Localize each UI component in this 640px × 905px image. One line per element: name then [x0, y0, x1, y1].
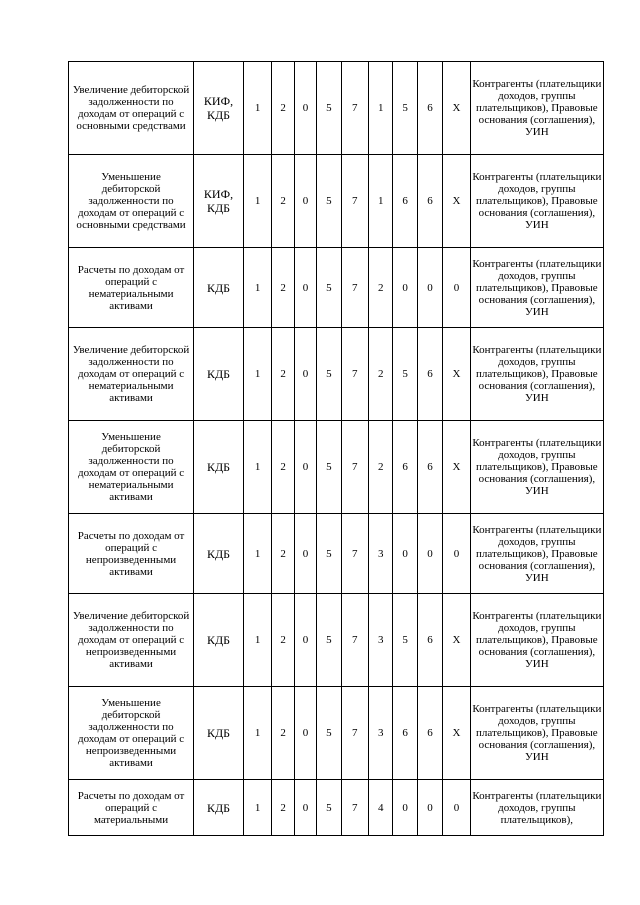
- account-digit: 5: [317, 594, 341, 687]
- account-digit: 1: [243, 594, 271, 687]
- account-digit: 1: [243, 248, 271, 328]
- account-digit: 5: [317, 62, 341, 155]
- account-digit: 2: [272, 328, 294, 421]
- account-digit: 0: [393, 514, 417, 594]
- account-digit: Х: [443, 421, 470, 514]
- analytics-cell: Контрагенты (плательщики доходов, группы плательщиков), Правовые основания (соглашения), УИН: [470, 594, 603, 687]
- account-digit: 7: [341, 62, 368, 155]
- account-digit: 3: [369, 514, 393, 594]
- account-digit: 5: [393, 62, 417, 155]
- account-digit: 7: [341, 328, 368, 421]
- account-name: Уменьшение дебиторской задолженности по доходам от операций с нематериальными активами: [69, 421, 194, 514]
- account-digit: 0: [393, 248, 417, 328]
- account-digit: 3: [369, 687, 393, 780]
- account-digit: 3: [369, 594, 393, 687]
- account-digit: 5: [317, 155, 341, 248]
- account-digit: 1: [243, 62, 271, 155]
- account-digit: Х: [443, 62, 470, 155]
- table-row: [69, 594, 604, 687]
- account-digit: 2: [272, 514, 294, 594]
- account-digit: 0: [417, 780, 442, 836]
- account-digit: 7: [341, 780, 368, 836]
- account-digit: 0: [294, 328, 316, 421]
- account-digit: 5: [393, 594, 417, 687]
- account-digit: 6: [417, 594, 442, 687]
- account-digit: 4: [369, 780, 393, 836]
- budget-code: КДБ: [194, 514, 244, 594]
- budget-code: КИФ, КДБ: [194, 62, 244, 155]
- account-name: Уменьшение дебиторской задолженности по доходам от операций с непроизведенными активами: [69, 687, 194, 780]
- account-digit: 0: [294, 155, 316, 248]
- account-digit: Х: [443, 328, 470, 421]
- account-digit: 5: [317, 328, 341, 421]
- account-digit: 0: [294, 687, 316, 780]
- table-row: [69, 687, 604, 780]
- account-digit: 1: [243, 421, 271, 514]
- account-digit: 1: [243, 328, 271, 421]
- budget-code: КДБ: [194, 687, 244, 780]
- account-digit: 0: [417, 514, 442, 594]
- account-digit: 7: [341, 248, 368, 328]
- account-digit: 0: [443, 514, 470, 594]
- account-digit: Х: [443, 155, 470, 248]
- account-name: Расчеты по доходам от операций с материальными: [69, 780, 194, 836]
- account-digit: 1: [243, 780, 271, 836]
- analytics-cell: Контрагенты (плательщики доходов, группы плательщиков),: [470, 780, 603, 836]
- account-digit: 5: [317, 780, 341, 836]
- account-digit: 2: [272, 687, 294, 780]
- account-digit: 6: [417, 687, 442, 780]
- account-digit: 7: [341, 687, 368, 780]
- account-digit: 6: [393, 155, 417, 248]
- account-digit: 6: [393, 421, 417, 514]
- account-digit: 5: [317, 514, 341, 594]
- account-digit: 7: [341, 155, 368, 248]
- account-digit: 2: [369, 421, 393, 514]
- account-digit: 6: [393, 687, 417, 780]
- budget-code: КДБ: [194, 421, 244, 514]
- account-digit: 1: [369, 155, 393, 248]
- account-digit: 5: [317, 421, 341, 514]
- analytics-cell: Контрагенты (плательщики доходов, группы плательщиков), Правовые основания (соглашения), УИН: [470, 62, 603, 155]
- table-row: [69, 155, 604, 248]
- account-digit: 7: [341, 514, 368, 594]
- account-digit: 2: [272, 155, 294, 248]
- analytics-cell: Контрагенты (плательщики доходов, группы плательщиков), Правовые основания (соглашения), УИН: [470, 248, 603, 328]
- account-digit: 0: [443, 780, 470, 836]
- account-name: Увеличение дебиторской задолженности по доходам от операций с непроизведенными активами: [69, 594, 194, 687]
- table-row: [69, 248, 604, 328]
- account-digit: 7: [341, 421, 368, 514]
- analytics-cell: Контрагенты (плательщики доходов, группы плательщиков), Правовые основания (соглашения), УИН: [470, 155, 603, 248]
- account-name: Расчеты по доходам от операций с непроизведенными активами: [69, 514, 194, 594]
- accounts-table: [68, 61, 604, 836]
- account-name: Расчеты по доходам от операций с нематериальными активами: [69, 248, 194, 328]
- account-digit: 0: [294, 780, 316, 836]
- account-digit: 1: [243, 687, 271, 780]
- account-name: Уменьшение дебиторской задолженности по доходам от операций с основными средствами: [69, 155, 194, 248]
- account-name: Увеличение дебиторской задолженности по доходам от операций с основными средствами: [69, 62, 194, 155]
- account-digit: 5: [317, 248, 341, 328]
- account-digit: 0: [294, 514, 316, 594]
- account-digit: Х: [443, 594, 470, 687]
- budget-code: КДБ: [194, 594, 244, 687]
- table-row: [69, 780, 604, 836]
- account-digit: 0: [417, 248, 442, 328]
- account-digit: 5: [317, 687, 341, 780]
- table-row: [69, 328, 604, 421]
- table-row: [69, 514, 604, 594]
- account-digit: 6: [417, 328, 442, 421]
- account-digit: 6: [417, 62, 442, 155]
- budget-code: КДБ: [194, 248, 244, 328]
- account-digit: 0: [294, 594, 316, 687]
- account-digit: 0: [294, 62, 316, 155]
- analytics-cell: Контрагенты (плательщики доходов, группы плательщиков), Правовые основания (соглашения), УИН: [470, 687, 603, 780]
- account-digit: 6: [417, 155, 442, 248]
- account-digit: 7: [341, 594, 368, 687]
- account-digit: 2: [369, 328, 393, 421]
- account-digit: 5: [393, 328, 417, 421]
- analytics-cell: Контрагенты (плательщики доходов, группы плательщиков), Правовые основания (соглашения), УИН: [470, 421, 603, 514]
- budget-code: КДБ: [194, 780, 244, 836]
- account-digit: 0: [393, 780, 417, 836]
- account-digit: 2: [272, 421, 294, 514]
- account-digit: 2: [272, 780, 294, 836]
- account-digit: 1: [369, 62, 393, 155]
- budget-code: КИФ, КДБ: [194, 155, 244, 248]
- account-name: Увеличение дебиторской задолженности по доходам от операций с нематериальными активами: [69, 328, 194, 421]
- account-digit: 1: [243, 155, 271, 248]
- table-row: [69, 62, 604, 155]
- analytics-cell: Контрагенты (плательщики доходов, группы плательщиков), Правовые основания (соглашения), УИН: [470, 328, 603, 421]
- analytics-cell: Контрагенты (плательщики доходов, группы плательщиков), Правовые основания (соглашения), УИН: [470, 514, 603, 594]
- account-digit: 0: [443, 248, 470, 328]
- account-digit: 2: [272, 594, 294, 687]
- budget-code: КДБ: [194, 328, 244, 421]
- account-digit: 0: [294, 421, 316, 514]
- account-digit: 2: [369, 248, 393, 328]
- account-digit: 0: [294, 248, 316, 328]
- account-digit: 2: [272, 248, 294, 328]
- account-digit: 2: [272, 62, 294, 155]
- account-digit: 6: [417, 421, 442, 514]
- table-row: [69, 421, 604, 514]
- account-digit: 1: [243, 514, 271, 594]
- account-digit: Х: [443, 687, 470, 780]
